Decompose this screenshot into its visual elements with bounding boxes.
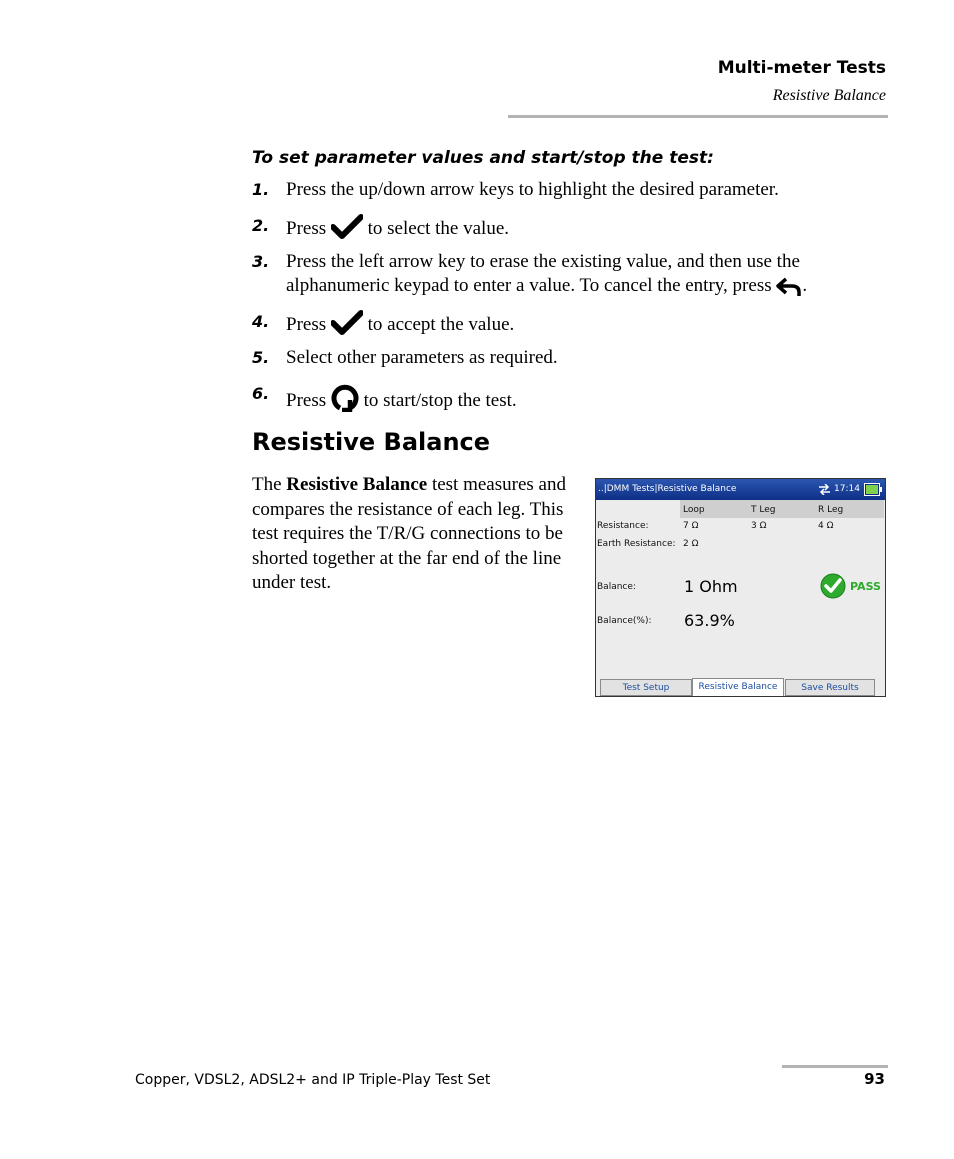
checkmark-icon xyxy=(331,214,363,240)
procedure-step-4 xyxy=(252,310,892,337)
resistance-label: Resistance: xyxy=(597,521,649,531)
page-number: 93 xyxy=(864,1070,885,1088)
step-number: 4. xyxy=(252,312,270,331)
tab-resistive-balance[interactable]: Resistive Balance xyxy=(692,678,784,697)
device-title: ..|DMM Tests|Resistive Balance xyxy=(598,484,737,494)
column-header-loop: Loop xyxy=(683,505,705,515)
back-arrow-icon xyxy=(776,277,802,297)
device-screenshot xyxy=(595,478,886,697)
step-text: Press the up/down arrow keys to highlight the desired parameter. xyxy=(286,179,779,200)
battery-icon xyxy=(864,483,882,496)
body-text-bold: Resistive Balance xyxy=(286,474,428,495)
procedure-step-5 xyxy=(252,346,892,370)
device-clock: 17:14 xyxy=(834,484,860,494)
step-text: Press the left arrow key to erase the existing value, and then use the alphanumeric keypad to enter a value. To cancel the entry, press xyxy=(286,251,800,296)
procedure-heading: To set parameter values and start/stop the test: xyxy=(252,148,714,168)
resistance-r-leg-value: 4 Ω xyxy=(818,521,834,531)
balance-percent-value: 63.9% xyxy=(684,611,735,630)
balance-percent-label: Balance(%): xyxy=(597,616,652,626)
procedure-step-1 xyxy=(252,178,892,202)
procedure-step-2 xyxy=(252,214,892,241)
balance-label: Balance: xyxy=(597,582,636,592)
balance-value: 1 Ohm xyxy=(684,577,738,596)
pass-check-icon xyxy=(820,573,846,599)
resistance-loop-value: 7 Ω xyxy=(683,521,699,531)
section-title: Resistive Balance xyxy=(252,428,491,456)
checkmark-icon xyxy=(331,310,363,336)
running-header-title: Multi-meter Tests xyxy=(717,58,886,78)
column-header-bar xyxy=(680,500,884,518)
procedure-step-3 xyxy=(252,250,892,298)
column-header-r-leg: R Leg xyxy=(818,505,844,515)
start-stop-icon xyxy=(331,382,359,412)
column-header-t-leg: T Leg xyxy=(751,505,776,515)
step-text-after: to start/stop the test. xyxy=(363,390,517,411)
body-text-prefix: The xyxy=(252,474,282,495)
footer-rule xyxy=(782,1065,888,1068)
step-number: 3. xyxy=(252,252,270,271)
pass-status: PASS xyxy=(850,580,881,593)
step-text-after: to accept the value. xyxy=(367,314,515,335)
step-text-before: Press xyxy=(286,218,327,239)
step-number: 2. xyxy=(252,216,270,235)
earth-resistance-label: Earth Resistance: xyxy=(597,539,676,549)
header-rule xyxy=(508,115,888,118)
connection-icon xyxy=(818,484,831,495)
step-text-after: . xyxy=(802,275,808,296)
running-header-subtitle: Resistive Balance xyxy=(772,87,886,104)
step-text-before: Press xyxy=(286,390,327,411)
step-number: 5. xyxy=(252,348,270,367)
device-titlebar xyxy=(596,479,885,500)
step-text-before: Press xyxy=(286,314,327,335)
resistance-t-leg-value: 3 Ω xyxy=(751,521,767,531)
step-text: Select other parameters as required. xyxy=(286,347,558,368)
procedure-step-6 xyxy=(252,382,892,413)
footer-text: Copper, VDSL2, ADSL2+ and IP Triple-Play Test Set xyxy=(135,1072,491,1088)
section-body xyxy=(252,473,577,596)
tab-save-results[interactable]: Save Results xyxy=(785,679,875,696)
step-text-after: to select the value. xyxy=(367,218,510,239)
step-number: 6. xyxy=(252,384,270,403)
earth-resistance-value: 2 Ω xyxy=(683,539,699,549)
step-number: 1. xyxy=(252,180,270,199)
body-text-suffix: test measures and compares the resistance of each leg. This test requires the T/R/G connections to be shorted together at the far end of the line under test. xyxy=(252,474,566,593)
tab-test-setup[interactable]: Test Setup xyxy=(600,679,692,696)
